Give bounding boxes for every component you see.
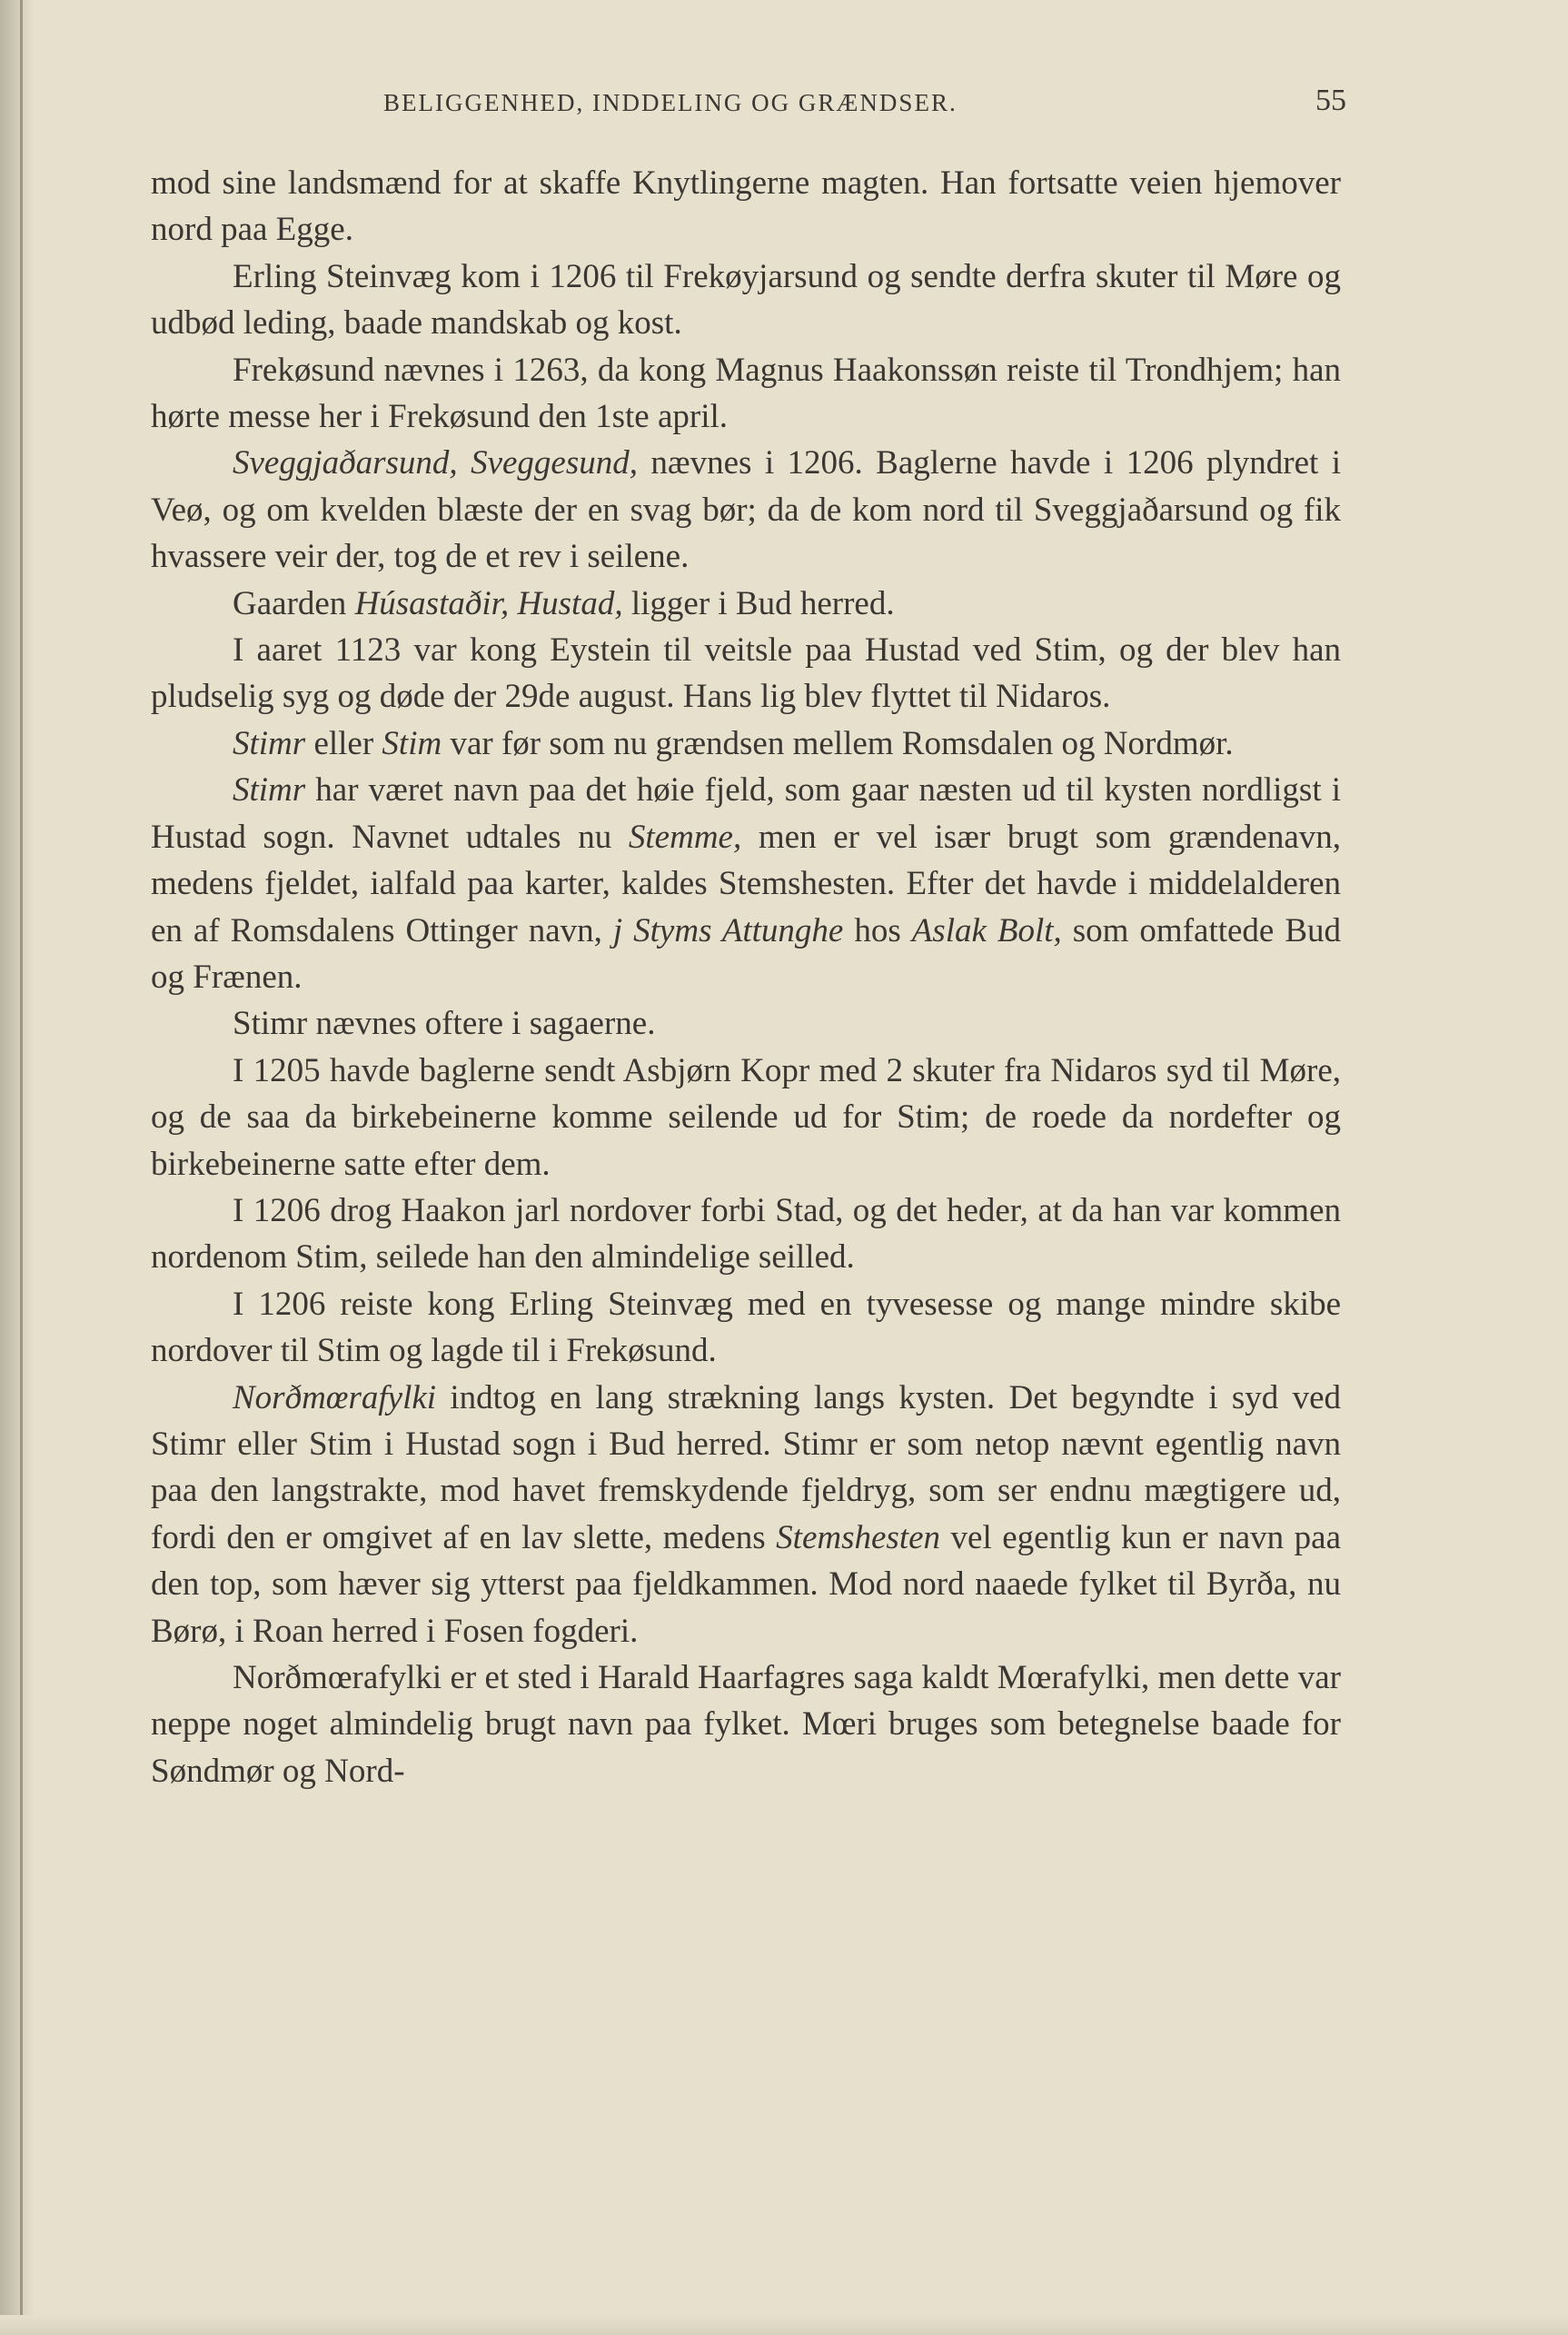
paragraph [151,1281,1341,1375]
paragraph [151,1187,1341,1281]
text-run: indtog en lang strækning langs kysten. Det begyndte i syd ved Stimr eller Stim i Hustad sogn i Bud herred. Stimr er som netop nævnt egentlig navn paa den langstrakte, mod havet fremskydende fjeldryg, som ser endnu mægtigere ud, fordi den er omgivet af en lav slette, medens [151,1378,1341,1556]
italic-term: j Styms Attunghe [612,911,844,949]
text-run: har været navn paa det høie fjeld, som gaar næsten ud til kysten nordligst i Hustad sogn. Navnet udtales nu [151,771,1341,856]
text-run: Norðmœrafylki er et sted i Harald Haarfagres saga kaldt Mœrafylki, men dette var neppe noget almindelig brugt navn paa fylket. Mœri bruges som betegnelse baade for Søndmør og Nord- [151,1659,1341,1790]
paragraph [151,627,1341,720]
paragraph [151,1000,1341,1047]
paragraph [151,347,1341,441]
text-run: Frekøsund nævnes i 1263, da kong Magnus Haakonssøn reiste til Trondhjem; han hørte messe her i Frekøsund den 1ste april. [151,351,1341,436]
text-run: ligger i Bud herred. [622,584,895,622]
page-header [383,84,1346,129]
gutter-shadow-line [20,0,23,2335]
text-run: hos [843,911,912,949]
text-run: I 1206 drog Haakon jarl nordover forbi Stad, og det heder, at da han var kommen nordenom Stim, seilede han den almindelige seilled. [151,1191,1341,1277]
italic-term: Húsastaðir, Hustad, [354,584,623,622]
text-run: men er vel især brugt som grændenavn, medens fjeldet, ialfald paa karter, kaldes Stemshesten. Efter det havde i middelalderen en af Romsdalens Ottinger navn, [151,818,1341,949]
italic-term: Norðmœrafylki [233,1378,437,1416]
paragraph [151,1654,1341,1794]
running-title: BELIGGENHED, INDDELING OG GRÆNDSER. [383,89,958,116]
text-run: eller [305,724,382,762]
paragraph [151,720,1341,767]
paragraph [151,581,1341,627]
italic-term: Stimr [233,724,306,762]
paragraph [151,767,1341,1000]
text-run: Gaarden [233,584,355,622]
page-number: 55 [1315,84,1346,117]
italic-term: Stim [382,724,442,762]
paragraph [151,1048,1341,1187]
text-run: var før som nu grændsen mellem Romsdalen og Nordmør. [442,724,1234,762]
text-run: I 1205 havde baglerne sendt Asbjørn Kopr med 2 skuter fra Nidaros syd til Møre, og de saa da birkebeinerne komme seilende ud for Stim; de roede da nordefter og birkebeinerne satte efter dem. [151,1051,1341,1183]
paragraph [151,253,1341,347]
italic-term: Aslak Bolt, [911,911,1062,949]
page-bottom-edge [0,2315,1568,2335]
text-run: I 1206 reiste kong Erling Steinvæg med en tyvesesse og mange mindre skibe nordover til Stim og lagde til i Frekøsund. [151,1285,1341,1370]
text-run: vel egentlig kun er navn paa den top, som hæver sig ytterst paa fjeldkammen. Mod nord naaede fylket til Byrða, nu Børø, i Roan herred i Fosen fogderi. [151,1518,1341,1650]
book-gutter [0,0,35,2335]
text-run: Erling Steinvæg kom i 1206 til Frekøyjarsund og sendte derfra skuter til Møre og udbød leding, baade mandskab og kost. [151,257,1341,343]
text-run: nævnes i 1206. Baglerne havde i 1206 plyndret i Veø, og om kvelden blæste der en svag bør; da de kom nord til Sveggjaðarsund og fik hvassere veir der, tog de et rev i seilene. [151,444,1341,576]
text-run: I aaret 1123 var kong Eystein til veitsle paa Hustad ved Stim, og der blev han pludselig syg og døde der 29de august. Hans lig blev flyttet til Nidaros. [151,631,1341,716]
text-run: mod sine landsmænd for at skaffe Knytlingerne magten. Han fortsatte veien hjemover nord paa Egge. [151,164,1341,249]
paragraph [151,160,1341,253]
italic-term: Stemshesten [776,1518,941,1556]
italic-term: Sveggjaðarsund, Sveggesund, [233,444,638,482]
paragraph [151,440,1341,580]
paragraph [151,1375,1341,1654]
text-run: som omfattede Bud og Frænen. [151,911,1341,996]
italic-term: Stemme, [628,818,742,856]
text-run: Stimr nævnes oftere i sagaerne. [233,1005,656,1043]
italic-term: Stimr [233,771,306,810]
page-body [151,160,1341,1794]
